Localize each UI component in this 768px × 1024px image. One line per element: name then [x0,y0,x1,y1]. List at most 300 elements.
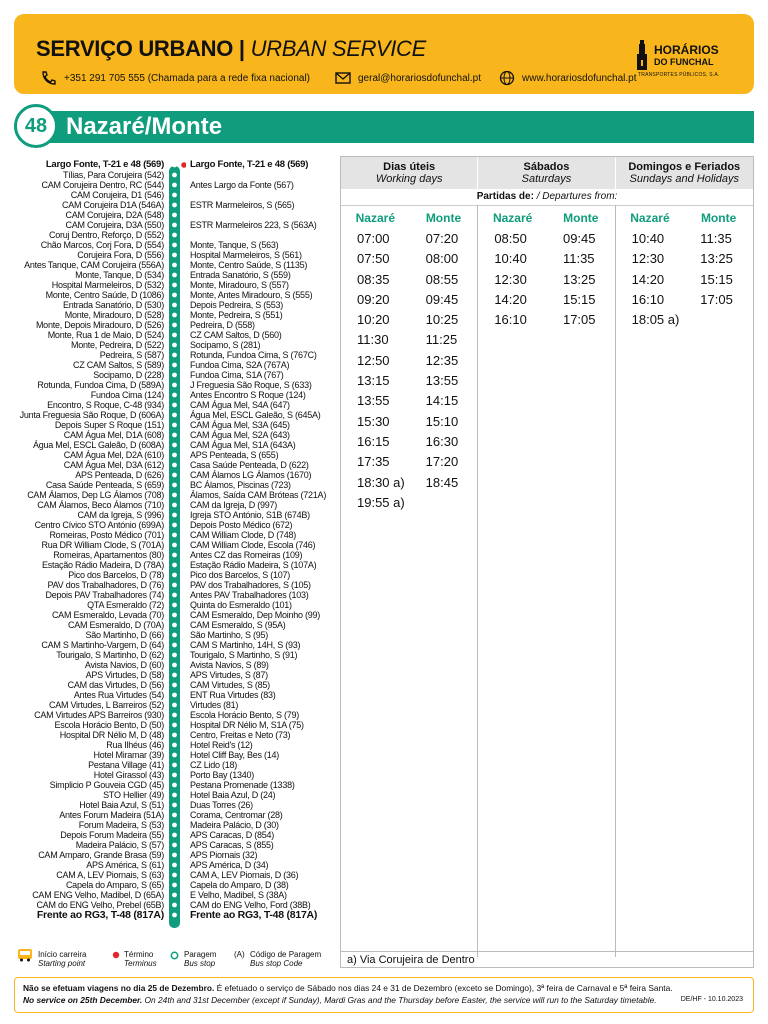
stop-item: CAM A, LEV Piornais, D (36) [190,870,299,880]
departure-time: 10:40 [631,231,665,246]
stop-item: Hospital Marmeleiros, S (561) [190,250,302,260]
stop-item: APS Penteada, D (626) [75,470,164,480]
stop-item: PAV dos Trabalhadores, S (105) [190,580,311,590]
stop-item: Madeira Palácio, D (30) [190,820,279,830]
stop-item: Capela do Amparo, D (38) [190,880,289,890]
stop-item: Capela do Amparo, S (65) [65,880,164,890]
departure-time: 08:00 [425,251,459,267]
stop-item: CAM S Martinho, 14H, S (93) [190,640,301,650]
stop-item: Entrada Sanatório, S (559) [190,270,291,280]
stop-item: QTA Esmeraldo (72) [87,600,164,610]
bus-stop-marker [172,403,177,408]
departure-time: 18:45 [425,474,459,490]
departure-time: 11:35 [562,251,595,267]
stop-item: Depois Pedreira, S (553) [190,300,284,310]
stop-item: Porto Bay (1340) [190,770,255,780]
stop-item: BC Álamos, Piscinas (723) [190,480,291,490]
stop-item: Centro Cívico STO António (699A) [34,520,164,530]
stop-item: CAM da Igreja, S (996) [77,510,164,520]
stop-item: Antes PAV Trabalhadores (103) [190,590,309,600]
bus-stop-marker [172,673,177,678]
departure-time: 10:40 [494,251,527,267]
stop-item: Pico dos Barcelos, S (107) [190,570,291,580]
bus-stop-marker [172,183,177,188]
stop-item: Socipamo, D (228) [93,370,164,380]
route-name: Nazaré/Monte [66,113,223,140]
departure-time: 12:50 [357,352,390,368]
stop-item: Antes Rua Virtudes (54) [73,690,164,700]
stops-list-outbound [4,160,164,921]
stop-item: CAM do ENG Velho, Prebel (65B) [36,900,164,910]
bus-stop-marker [172,873,177,878]
stop-item: Monte, Pedreira, D (522) [70,340,164,350]
bus-stop-marker [172,493,177,498]
departure-time: 12:30 [494,271,527,287]
bus-stop-marker [172,783,177,788]
stop-item: CAM Esmeraldo, Dep Moinho (99) [190,610,321,620]
bus-stop-marker [172,693,177,698]
stop-item: ENT Rua Virtudes (83) [190,690,276,700]
bus-stop-marker [172,703,177,708]
timetable-column [341,205,410,957]
stop-item: CAM Corujeira, D3A (550) [65,220,164,230]
stop-item: Forum Madeira, S (53) [78,820,164,830]
bus-stop-marker [172,723,177,728]
bus-stop-marker [172,543,177,548]
bus-stop-marker [172,293,177,298]
bus-stop-dot-icon [170,951,179,960]
stop-item: São Martinho, D (66) [85,630,164,640]
page-title: SERVIÇO URBANO | URBAN SERVICE [36,36,426,61]
bus-stop-marker [172,523,177,528]
stop-item: Frente ao RG3, T-48 (817A) [190,910,318,921]
bus-stop-marker [172,773,177,778]
stop-item: Escola Horácio Bento, D (50) [54,720,164,730]
stop-item: Fundoa Cima (124) [90,390,164,400]
departure-time: 18:05 a) [631,312,680,328]
bus-stop-marker [172,813,177,818]
stop-item: Fundoa Cima, S1A (767) [190,370,284,380]
bus-stop-marker [172,553,177,558]
departure-time: 07:00 [357,231,390,246]
bus-stop-marker [172,173,177,178]
stop-item: Avista Navios, D (60) [84,660,164,670]
stop-item: APS Caracas, D (854) [190,830,275,840]
departure-time: 12:35 [425,352,459,368]
stop-item: Monte, Pedreira, S (551) [190,310,283,320]
column-origin-label: Nazaré [341,205,410,229]
period-working-days: Dias úteis Working days [341,157,478,189]
stop-item: Pico dos Barcelos, D (78) [68,570,164,580]
stop-item: E Velho, Madibel, S (38A) [190,890,287,900]
timetable-column [547,205,616,957]
departure-time: 17:05 [700,291,733,307]
phone-icon [40,70,58,86]
stop-item: Corujeira Fora, D (556) [77,250,164,260]
stop-item: CAM Álamos, Dep LG Álamos (708) [27,490,164,500]
stop-item: Junta Freguesia São Roque, D (606A) [19,410,164,420]
departure-time: 16:30 [425,433,459,449]
timetable-columns [341,205,753,957]
bus-stop-marker [172,283,177,288]
stop-item: STO Hellier (49) [103,790,164,800]
stop-item: Simplicio P Gouveia CGD (45) [49,780,164,790]
stop-item: Pedreira, S (587) [99,350,164,360]
stop-item: Encontro, S Roque, C-48 (934) [47,400,164,410]
bus-stop-marker [172,823,177,828]
stop-item: Monte, Miradouro, S (557) [190,280,289,290]
bus-stop-marker [172,733,177,738]
stop-item: CAM Água Mel, S1A (643A) [190,440,296,450]
timetable-periods [341,157,753,189]
stop-item: CZ Lido (18) [190,760,238,770]
stop-item: CAM A, LEV Piornais, S (63) [56,870,164,880]
departure-time: 16:15 [357,433,390,449]
departures-label: Partidas de: / Departures from: [476,191,618,202]
stop-item: CAM S Martinho-Vargem, D (64) [41,640,164,650]
stop-item [190,230,340,240]
stop-item: J Freguesia São Roque, S (633) [190,380,312,390]
bus-stop-marker [172,803,177,808]
stop-item: Fundoa Cima, S2A (767A) [190,360,290,370]
departure-time: 13:25 [562,271,596,287]
bus-stop-marker [172,223,177,228]
stop-item: CAM Esmeraldo, D (70A) [67,620,164,630]
stop-item: Estação Rádio Madeira, S (107A) [190,560,317,570]
stop-item: CAM Água Mel, D1A (608) [63,430,164,440]
stop-item: CAM Corujeira, D2A (548) [65,210,164,220]
departure-time: 13:55 [357,393,390,409]
stop-item: APS América, S (61) [86,860,164,870]
stop-item: Estação Rádio Madeira, D (78A) [41,560,164,570]
bus-stop-marker [172,893,177,898]
column-origin-label: Monte [410,205,478,229]
departure-time: 15:30 [357,413,390,429]
column-origin-label: Monte [684,205,753,229]
route-number-badge: 48 [14,104,58,148]
stop-item: Monte, Centro Saúde, D (1086) [45,290,164,300]
stop-item: Rotunda, Fundoa Cima, D (589A) [37,380,164,390]
bus-stop-marker [172,253,177,258]
bus-stop-marker [172,203,177,208]
stop-item: Hotel Reid's (12) [190,740,253,750]
bus-stop-marker [172,833,177,838]
bus-stop-marker [172,473,177,478]
departure-time: 10:25 [425,312,459,328]
stop-item: Antes CZ das Romeiras (109) [190,550,303,560]
stop-item: Antes Encontro S Roque (124) [190,390,306,400]
bus-stop-marker [172,423,177,428]
stop-item: CZ CAM Saltos, S (589) [72,360,164,370]
bus-stop-marker [172,593,177,598]
bus-stop-marker [172,583,177,588]
stop-item: Casa Saúde Penteada, D (622) [190,460,309,470]
stop-item: Hotel Baia Azul, D (24) [190,790,276,800]
stop-item: CAM William Clode, D (748) [190,530,297,540]
bus-stop-marker [172,503,177,508]
bus-stop-marker [172,233,177,238]
stop-item: Frente ao RG3, T-48 (817A) [36,910,164,921]
stop-item: Corama, Centromar (28) [190,810,283,820]
departure-time: 08:35 [357,271,390,287]
stop-item: APS Piornais (32) [190,850,258,860]
departure-time: 09:45 [562,231,596,246]
bus-stop-marker [172,563,177,568]
stop-item: CAM Virtudes, S (85) [190,680,270,690]
stop-item: Chão Marcos, Corj Fora, D (554) [40,240,164,250]
stop-item: Centro, Freitas e Neto (73) [190,730,291,740]
stop-item: Hospital Marmeleiros, D (532) [51,280,164,290]
stop-item: Monte, Tanque, D (534) [75,270,164,280]
departure-time: 10:20 [357,312,390,328]
stop-item: CZ CAM Saltos, D (560) [190,330,282,340]
stop-item: Hotel Miramar (39) [93,750,164,760]
stop-item: Igreja STO António, S1B (674B) [190,510,310,520]
stop-item: APS América, D (34) [190,860,269,870]
stop-item: Água Mel, ESCL Galeão, S (645A) [190,410,321,420]
bus-stop-marker [172,163,177,168]
stop-item: Monte, Antes Miradouro, S (555) [190,290,313,300]
departure-time: 18:30 a) [357,474,405,490]
stop-item: APS Penteada, S (655) [190,450,279,460]
stop-item: Coruj Dentro, Reforço, D (552) [48,230,164,240]
stop-item: CAM Água Mel, S4A (647) [190,400,290,410]
stop-item: Depois Posto Médico (672) [190,520,293,530]
terminus-dot-icon [112,951,120,959]
footer-notice: Não se efetuam viagens no dia 25 de Dezembro. É efetuado o serviço de Sábado nos dias 24 e 31 de Dezembro (exceto se Domingo), 3ª feira de Carnaval e 5ª feira Santa. No service on 25th December. On 24th and 31st December (except if Sunday), Mardi Gras and the Thursday before Easter, the service will run to the Saturday timetable. DE/HF - 10.10.2023 [14,977,754,1013]
departure-time: 19:55 a) [357,494,405,510]
header-banner [14,14,754,94]
stop-item: CAM Virtudes APS Barreiros (930) [34,710,164,720]
departure-time: 13:15 [357,373,390,389]
departure-time: 13:55 [425,373,459,389]
departure-time: 15:15 [562,291,596,307]
stop-item: Madeira Palácio, S (57) [75,840,164,850]
departure-time: 12:30 [631,251,665,267]
email-contact[interactable]: geral@horariosdofunchal.pt [334,70,481,86]
stop-item: Água Mel, ESCL Galeão, D (608A) [33,440,164,450]
bus-stop-marker [172,193,177,198]
stops-list-inbound [190,160,340,921]
timetable-note: a) Via Corujeira de Dentro [341,951,753,969]
stop-item: CAM da Igreja, D (997) [190,500,278,510]
stop-item: CAM Virtudes, L Barreiros (52) [48,700,164,710]
bus-stop-marker [172,643,177,648]
bus-stop-marker [172,613,177,618]
departure-time: 14:15 [425,393,459,409]
stop-item: CAM do ENG Velho, Ford (38B) [190,900,311,910]
stop-item: CAM William Clode, Escola (746) [190,540,316,550]
stop-item: Hotel Cliff Bay, Bes (14) [190,750,279,760]
bus-stop-marker [172,453,177,458]
bus-stop-marker [172,623,177,628]
departure-time: 17:20 [425,454,459,470]
stop-item: Romeiras, Posto Médico (701) [49,530,164,540]
stop-item: Largo Fonte, T-21 e 48 (569) [45,160,164,170]
departure-time: 08:55 [425,271,459,287]
timetable [340,156,754,968]
bus-stop-marker [172,373,177,378]
bus-stop-marker [172,343,177,348]
stop-item: Romeiras, Apartamentos (80) [53,550,164,560]
bus-stop-marker [172,853,177,858]
stop-item [190,170,340,180]
stop-item: Antes Largo da Fonte (567) [190,180,294,190]
stop-item: CAM Álamos LG Álamos (1670) [190,470,312,480]
stop-item: CAM Álamos, Beco Álamos (710) [37,500,164,510]
phone-contact[interactable]: +351 291 705 555 (Chamada para a rede fixa nacional) [40,70,310,86]
departure-time: 11:35 [700,231,732,246]
departure-time: 15:15 [700,271,733,287]
bus-stop-marker [172,463,177,468]
stop-item: Virtudes (81) [190,700,239,710]
bus-stop-marker [172,393,177,398]
departure-time: 08:50 [494,231,527,246]
stop-item: PAV dos Trabalhadores, D (76) [47,580,164,590]
stop-item: São Martinho, S (95) [190,630,269,640]
bus-stop-marker [172,263,177,268]
bus-stop-marker [172,513,177,518]
stop-item: APS Caracas, S (855) [190,840,274,850]
stop-item: CAM Corujeira, D1 (546) [70,190,164,200]
stop-item: Largo Fonte, T-21 e 48 (569) [190,160,309,170]
bus-stop-marker [172,243,177,248]
stop-item: Álamos, Saída CAM Bróteas (721A) [190,490,327,500]
bus-stop-marker [172,363,177,368]
bus-stop-marker [172,353,177,358]
stop-item: Antes Forum Madeira (51A) [59,810,164,820]
timetable-column [410,205,479,957]
stop-item: Rua DR William Clode, S (701A) [41,540,164,550]
stop-item: Pestana Promenade (1338) [190,780,295,790]
stop-item: Entrada Sanatório, D (530) [62,300,164,310]
stop-item: Avista Navios, S (89) [190,660,269,670]
stop-item: Pedreira, D (558) [190,320,255,330]
bus-stop-marker [172,273,177,278]
stop-item: CAM Corujeira D1A (546A) [61,200,164,210]
stop-item: Monte, Miradouro, D (528) [64,310,164,320]
bus-stop-marker [172,603,177,608]
stop-item: ESTR Marmeleiros 223, S (563A) [190,220,317,230]
stop-item: Duas Torres (26) [190,800,253,810]
tower-icon [636,40,648,70]
bus-stop-marker [172,443,177,448]
period-saturdays: Sábados Saturdays [478,157,615,189]
stop-item: CAM Esmeraldo, Levada (70) [51,610,164,620]
bus-stop-marker [172,763,177,768]
stop-item: CAM Água Mel, S3A (645) [190,420,290,430]
stop-item: CAM Água Mel, S2A (643) [190,430,290,440]
globe-icon [498,70,516,86]
stop-item: Hotel Girassol (43) [93,770,164,780]
stop-item: Rua Ilhéus (46) [106,740,164,750]
stop-item: Rotunda, Fundoa Cima, S (767C) [190,350,317,360]
bus-stop-marker [172,863,177,868]
bus-stop-marker [172,413,177,418]
stop-item: Tílias, Para Corujeira (542) [62,170,164,180]
stop-item: Depois Super S Roque (151) [54,420,164,430]
stop-item: APS Virtudes, D (58) [85,670,164,680]
stop-item: Monte, Centro Saúde, S (1135) [190,260,308,270]
bus-stop-marker [172,333,177,338]
column-origin-label: Monte [547,205,615,229]
departure-time: 07:20 [425,231,459,246]
bus-stop-marker [172,313,177,318]
legend: Início carreira Starting point Término Terminus Paragem Bus stop (A) Código de Paragem Bus stop Code [20,950,340,974]
stop-item: Casa Saúde Penteada, S (659) [45,480,164,490]
bus-stop-marker [172,213,177,218]
bus-stop-marker [172,683,177,688]
stop-item: CAM ENG Velho, Madibel, D (65A) [32,890,164,900]
bus-stop-marker [172,303,177,308]
bus-stop-marker [172,653,177,658]
departure-time: 13:25 [700,251,733,267]
stop-markers [164,158,186,948]
timetable-column [684,205,753,957]
bus-stop-marker [172,533,177,538]
departure-time: 09:20 [357,291,390,307]
stop-item: Pestana Village (41) [88,760,164,770]
departure-time: 07:50 [357,251,390,267]
stop-item: Quinta do Esmeraldo (101) [190,600,292,610]
stop-item: CAM das Virtudes, D (56) [67,680,164,690]
departure-time: 15:10 [425,413,459,429]
stop-item: Tourigalo, S Martinho, S (91) [190,650,298,660]
stop-item: CAM Água Mel, D2A (610) [63,450,164,460]
stop-item: APS Virtudes, S (87) [190,670,268,680]
stop-item: CAM Corujeira Dentro, RC (544) [41,180,164,190]
departure-time: 17:35 [357,454,390,470]
mail-icon [334,70,352,86]
departure-time: 17:05 [562,312,596,328]
column-origin-label: Nazaré [478,205,547,229]
departure-time: 09:45 [425,291,459,307]
stop-item: Antes Tanque, CAM Corujeira (556A) [24,260,164,270]
bus-stop-marker [172,633,177,638]
bus-stop-marker [172,713,177,718]
stop-item: Tourigalo, S Martinho, D (62) [56,650,164,660]
stop-item: Hospital DR Nélio M, D (48) [59,730,164,740]
bus-stop-marker [172,433,177,438]
bus-icon [16,948,34,962]
document-code: DE/HF - 10.10.2023 [680,996,743,1003]
bus-stop-marker [172,323,177,328]
stop-item [190,190,340,200]
stop-item: Hospital DR Nélio M, S1A (75) [190,720,304,730]
departure-time: 16:10 [631,291,665,307]
website-contact[interactable]: www.horariosdofunchal.pt [498,70,637,86]
departure-time: 14:20 [631,271,665,287]
bus-stop-marker [172,793,177,798]
timetable-column [478,205,547,957]
stop-item: Hotel Baia Azul, S (51) [79,800,164,810]
bus-stop-marker [172,383,177,388]
departure-time: 16:10 [494,312,527,328]
timetable-column [616,205,685,957]
bus-stop-marker [172,743,177,748]
stop-item: Monte, Rua 1 de Maio, D (524) [47,330,164,340]
stop-item: Depois PAV Trabalhadores (74) [45,590,164,600]
stop-item: Socipamo, S (281) [190,340,261,350]
terminus-marker [181,162,186,168]
bus-stop-marker [172,843,177,848]
departure-time: 11:25 [425,332,458,348]
bus-stop-marker [172,663,177,668]
bus-stop-marker [172,883,177,888]
stop-item: ESTR Marmeleiros, S (565) [190,200,295,210]
stop-item: CAM Amparo, Grande Brasa (59) [38,850,164,860]
horarios-logo: HORÁRIOS DO FUNCHAL TRANSPORTES PÚBLICOS, S.A. [636,40,746,82]
